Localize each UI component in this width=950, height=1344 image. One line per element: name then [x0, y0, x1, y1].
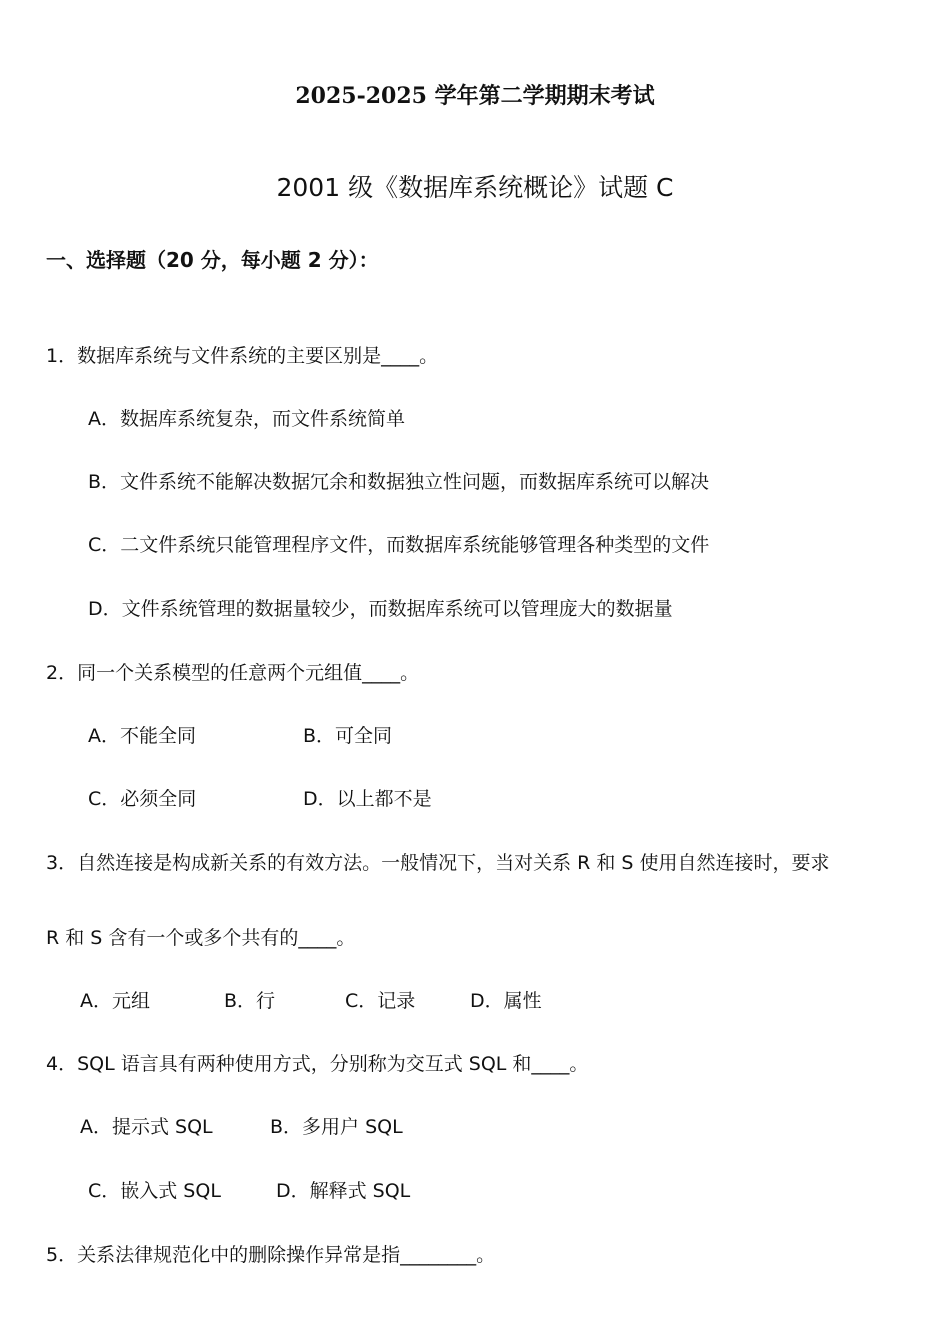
question-2-option-a: A．不能全同 — [88, 725, 196, 747]
question-3-stem-line-2: R 和 S 含有一个或多个共有的____。 — [46, 927, 356, 949]
question-4-option-b: B．多用户 SQL — [270, 1116, 403, 1138]
question-4-stem: 4．SQL 语言具有两种使用方式，分别称为交互式 SQL 和____。 — [46, 1053, 589, 1075]
question-3-option-a: A．元组 — [80, 990, 150, 1012]
question-4-option-c: C．嵌入式 SQL — [88, 1180, 221, 1202]
question-1-option-c: C．二文件系统只能管理程序文件，而数据库系统能够管理各种类型的文件 — [88, 534, 710, 556]
question-1-option-a: A．数据库系统复杂，而文件系统简单 — [88, 408, 405, 430]
question-4-option-a: A．提示式 SQL — [80, 1116, 213, 1138]
question-4-option-d: D．解释式 SQL — [276, 1180, 411, 1202]
question-2-option-c: C．必须全同 — [88, 788, 197, 810]
question-3-option-c: C．记录 — [345, 990, 416, 1012]
question-3-stem-line-1: 3．自然连接是构成新关系的有效方法。一般情况下，当对关系 R 和 S 使用自然连接时，要求 — [46, 852, 830, 874]
question-2-option-d: D．以上都不是 — [303, 788, 432, 810]
question-2-option-b: B．可全同 — [303, 725, 393, 747]
question-1-stem: 1．数据库系统与文件系统的主要区别是____。 — [46, 345, 439, 367]
question-1-option-b: B．文件系统不能解决数据冗余和数据独立性问题，而数据库系统可以解决 — [88, 471, 710, 493]
exam-title: 2001 级《数据库系统概论》试题 C — [276, 173, 674, 202]
question-3-option-b: B．行 — [224, 990, 276, 1012]
term-title: 2025-2025 学年第二学期期末考试 — [295, 83, 655, 109]
question-2-stem: 2．同一个关系模型的任意两个元组值____。 — [46, 662, 420, 684]
question-1-option-d: D．文件系统管理的数据量较少，而数据库系统可以管理庞大的数据量 — [88, 598, 673, 620]
question-3-option-d: D．属性 — [470, 990, 542, 1012]
question-5-stem: 5．关系法律规范化中的删除操作异常是指________。 — [46, 1244, 496, 1266]
section-heading: 一、选择题（20 分，每小题 2 分）： — [46, 248, 379, 272]
